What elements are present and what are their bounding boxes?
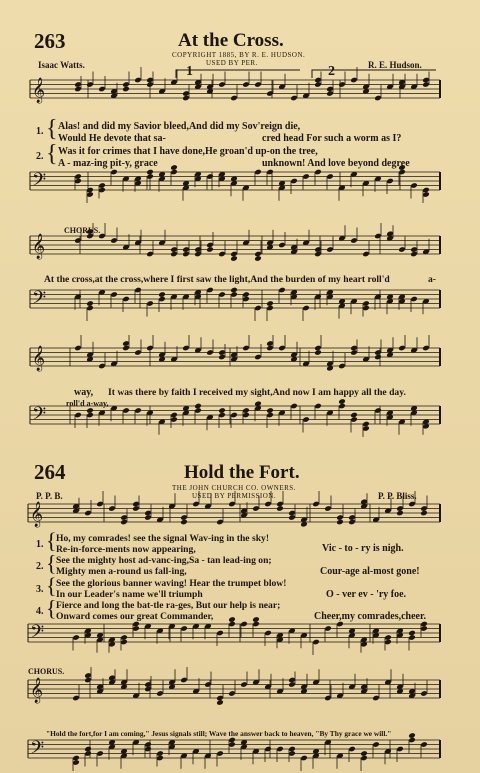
verse-2-number-264: 2. xyxy=(36,561,44,572)
verse-1-line-2: Would He devote that sa- xyxy=(58,133,166,144)
chorus-263-under: roll'd a-way, xyxy=(66,399,109,408)
verse-3-right-264: O - ver ev - 'ry foe. xyxy=(326,589,407,600)
note-head xyxy=(420,510,428,517)
first-ending-bracket xyxy=(176,70,300,78)
verse-brace: { xyxy=(46,573,57,598)
note-head xyxy=(218,407,226,414)
note-head xyxy=(170,164,178,171)
chorus-label-263: CHORUS. xyxy=(64,226,101,235)
verse-1-line-2-264: Re-in-force-ments now appearing, xyxy=(56,544,196,555)
chorus-264-text: "Hold the fort,for I am coming," Jesus signals still; Wave the answer back to heaven, "By Thy grace we will." xyxy=(46,729,392,738)
hymn-263-copyright: COPYRIGHT 1885, BY R. E. HUDSON. xyxy=(172,51,306,59)
ending-1-label: 1 xyxy=(186,64,193,79)
chorus-263-line-2a: way, xyxy=(74,387,94,398)
chorus-263-line-1-end: a- xyxy=(428,274,436,285)
note-head xyxy=(228,616,236,623)
note-head xyxy=(230,255,238,262)
hymn-264-copyright: THE JOHN CHURCH CO. OWNERS. xyxy=(172,484,296,492)
note-head xyxy=(374,354,382,361)
note-head xyxy=(206,246,214,253)
note-head xyxy=(158,291,166,298)
verse-brace: { xyxy=(46,528,57,553)
bass-clef-icon: 𝄢 xyxy=(32,288,47,313)
verse-1-number-264: 1. xyxy=(36,539,44,550)
ending-2-label: 2 xyxy=(328,64,335,79)
hymn-263-used: USED BY PER. xyxy=(206,59,258,67)
verse-brace: { xyxy=(46,141,58,167)
note-head xyxy=(230,287,238,294)
note-head xyxy=(216,699,224,706)
hymn-264-lyricist: P. P. B. xyxy=(36,491,63,501)
note-head xyxy=(254,255,262,262)
hymn-264-used: USED BY PERMISSION. xyxy=(192,492,277,500)
verse-2-line-1: Was it for crimes that I have done,He groan'd up-on the tree, xyxy=(58,146,318,157)
chorus-263-line-1: At the cross,at the cross,where I first saw the light,And the burden of my heart roll'd xyxy=(44,274,390,285)
bass-clef-icon: 𝄢 xyxy=(30,622,45,647)
note-head xyxy=(86,407,94,414)
treble-clef-icon: 𝄞 xyxy=(32,346,46,371)
chorus-label-264: CHORUS. xyxy=(28,667,65,676)
note-head xyxy=(122,86,130,93)
verse-4-line-2-264: Onward comes our great Commander, xyxy=(56,611,214,622)
verse-2-line-2-264: Mighty men a-round us fall-ing, xyxy=(56,566,187,577)
verse-3-line-2-264: In our Leader's name we'll triumph xyxy=(56,589,203,600)
treble-clef-icon: 𝄞 xyxy=(30,502,44,527)
verse-2-number: 2. xyxy=(36,151,44,162)
verse-2-line-1-264: See the mighty host ad-vanc-ing,Sa - tan lead-ing on; xyxy=(56,555,272,566)
verse-3-line-1-264: See the glorious banner waving! Hear the trumpet blow! xyxy=(56,578,287,589)
verse-2-line-2b: unknown! And love beyond degree xyxy=(262,158,410,169)
verse-brace: { xyxy=(46,550,57,576)
note-head xyxy=(336,519,344,526)
note-head xyxy=(408,732,416,739)
hymn-264-number: 264 xyxy=(34,460,66,484)
note-head xyxy=(396,510,404,517)
verse-2-right-264: Cour-age al-most gone! xyxy=(320,566,420,577)
verse-2-line-2: A - maz-ing pit-y, grace xyxy=(58,158,158,169)
treble-clef-icon: 𝄞 xyxy=(30,678,44,703)
verse-1-line-1-264: Ho, my comrades! see the signal Wav-ing in the sky! xyxy=(56,533,270,544)
hymn-263-lyricist: Isaac Watts. xyxy=(38,60,85,70)
note-head xyxy=(408,630,416,637)
treble-clef-icon: 𝄞 xyxy=(32,234,46,259)
hymn-263-title: At the Cross. xyxy=(178,30,284,51)
verse-3-number-264: 3. xyxy=(36,584,44,595)
chorus-263-line-2: It was there by faith I received my sight,And now I am happy all the day. xyxy=(108,387,406,398)
note-head xyxy=(84,746,92,753)
note-head xyxy=(338,398,346,405)
verse-4-right-264: Cheer,my comrades,cheer. xyxy=(314,611,427,622)
note-head xyxy=(276,505,284,512)
verse-1-line-1: Alas! and did my Savior bleed,And did my Sov'reign die, xyxy=(58,121,301,132)
verse-brace: { xyxy=(46,595,57,621)
bass-clef-icon: 𝄢 xyxy=(32,404,47,429)
verse-4-line-1-264: Fierce and long the bat-tle ra-ges, But our help is near; xyxy=(56,600,281,611)
hymn-263-number: 263 xyxy=(34,29,66,53)
hymn-264-title: Hold the Fort. xyxy=(184,462,300,483)
hymn-264-composer: P. P. Bliss. xyxy=(378,491,417,501)
verse-1-right-264: Vic - to - ry is nigh. xyxy=(322,543,404,554)
verse-1-number: 1. xyxy=(36,126,44,137)
note-head xyxy=(266,300,274,307)
verse-brace: { xyxy=(46,116,58,142)
note-head xyxy=(86,300,94,307)
bass-clef-icon: 𝄢 xyxy=(32,170,47,195)
note-head xyxy=(180,519,188,526)
bass-clef-icon: 𝄢 xyxy=(30,738,45,763)
hymn-263-composer: R. E. Hudson. xyxy=(368,60,422,70)
treble-clef-icon: 𝄞 xyxy=(32,78,46,103)
note-head xyxy=(252,616,260,623)
note-head xyxy=(350,412,358,419)
note-head xyxy=(314,349,322,356)
note-head xyxy=(266,407,274,414)
note-head xyxy=(194,403,202,410)
verse-1-line-2b: cred head For such a worm as I? xyxy=(262,133,402,144)
verse-4-number-264: 4. xyxy=(36,606,44,617)
note-head xyxy=(146,169,154,176)
note-head xyxy=(360,750,368,757)
